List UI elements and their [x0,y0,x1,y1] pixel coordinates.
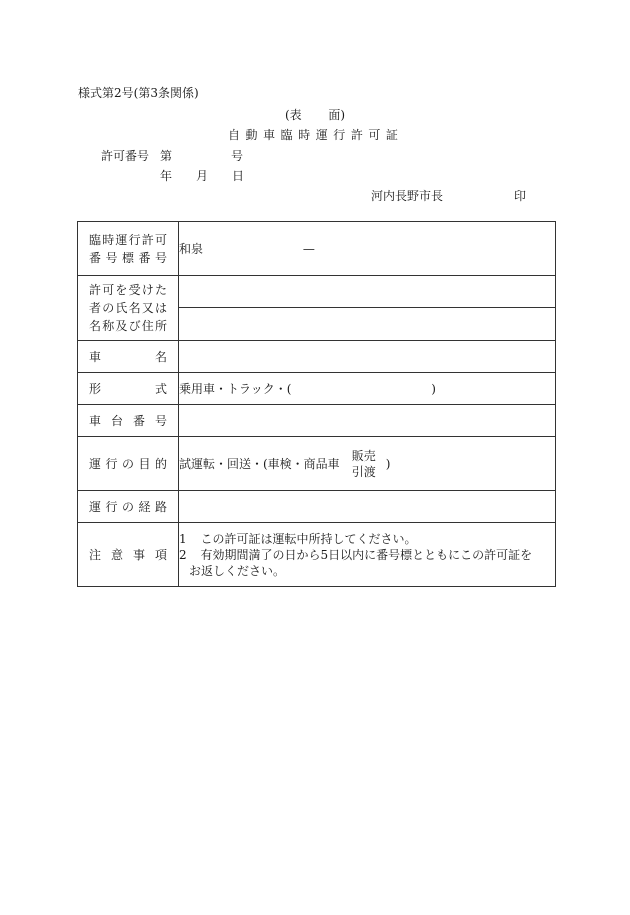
date-year: 年 [160,169,173,183]
note-1 [179,531,555,547]
purpose-label-char: 目 [138,456,151,471]
permittee-label-char: 及 [115,319,128,333]
title-char: 時 [298,128,311,142]
purpose-label-char: 運 [89,456,102,471]
side-indicator [285,106,345,123]
title-char: 臨 [280,128,293,142]
temp-plate-label-char: 許 [141,232,154,247]
row-notes [78,523,556,587]
temp-plate-label-char: 可 [154,232,167,247]
title-char: 運 [315,128,328,142]
purpose-delivery: 引渡 [351,464,376,479]
permittee-label-char: 者 [89,301,102,315]
date-month: 月 [196,169,209,183]
value-temp-plate[interactable] [179,222,556,276]
permittee-label-char: 称 [102,319,115,333]
row-permittee [78,276,556,308]
form-number: 様式第2号(第3条関係) [78,86,199,100]
title-char: 車 [263,128,276,142]
seal-mark: 印 [514,189,527,203]
label-notes [78,523,179,587]
permittee-label-line [89,317,167,335]
note-2-number: 2 [179,547,187,562]
notes-label-char: 項 [154,547,167,562]
title-char: 証 [385,128,398,142]
permittee-label-line [89,299,167,317]
chassis-label-char: 号 [154,413,167,428]
title-char: 行 [333,128,346,142]
temp-plate-label-char: 号 [154,250,167,265]
row-vehicle-type [78,373,556,405]
permit-number-label: 許可番号 [101,149,150,163]
purpose-label-char: 的 [154,456,167,471]
vehicle-type-label-char: 式 [154,381,167,396]
temp-plate-label-char: 運 [115,232,128,247]
vehicle-name-label-char: 車 [89,349,102,364]
note-2 [179,547,555,563]
permittee-label-char: 又 [141,301,154,315]
note-2-text: 有効期間満了の日から5日以内に番号標とともにこの許可証を [200,547,533,562]
permit-form-table [77,221,556,587]
temp-plate-label-char: 番 [138,250,151,265]
notes-label-char: 注 [89,547,102,562]
temp-plate-label-char: 臨 [89,232,102,247]
route-label-char: 行 [105,499,118,514]
label-vehicle-type [78,373,179,405]
row-route [78,491,556,523]
permittee-label-char: 受 [128,283,141,297]
temp-plate-label-char: 時 [102,232,115,247]
plate-area: 和泉 [179,242,204,256]
label-chassis-number [78,405,179,437]
value-route[interactable] [179,491,556,523]
purpose-close: ) [385,456,391,471]
permittee-label-char: 氏 [115,301,128,315]
temp-plate-label-line [89,249,167,267]
permittee-label-char: 名 [128,301,141,315]
label-route [78,491,179,523]
value-vehicle-name[interactable] [179,341,556,373]
notes-label-char: 事 [132,547,145,562]
value-notes [179,523,556,587]
purpose-sale-delivery [352,448,376,480]
route-label-char: 運 [89,499,102,514]
date-day: 日 [232,169,245,183]
vehicle-name-label-char: 名 [154,349,167,364]
route-label-char: 路 [154,499,167,514]
title-char: 自 [228,128,241,142]
document-title [228,126,398,143]
purpose-sale: 販売 [351,448,376,463]
note-1-text: この許可証は運転中所持してください。 [200,531,417,546]
note-1-number: 1 [179,531,187,546]
note-2-continued: お返しください。 [189,563,286,578]
title-char: 動 [245,128,258,142]
chassis-label-char: 台 [110,413,123,428]
permittee-label-char: た [154,283,167,297]
value-vehicle-type[interactable] [179,373,556,405]
side-close: 面) [328,108,345,122]
vehicle-type-close: ) [431,382,436,396]
side-open: (表 [285,108,302,122]
issuer: 河内長野市長 [371,189,444,203]
chassis-label-char: 車 [89,413,102,428]
permittee-label-char: び [128,319,141,333]
permittee-label-char: 所 [154,319,167,333]
temp-plate-label-char: 番 [89,250,102,265]
value-permittee-name[interactable] [179,276,556,308]
temp-plate-label-char: 標 [121,250,134,265]
value-chassis-number[interactable] [179,405,556,437]
permittee-label-line [89,281,167,299]
label-vehicle-name [78,341,179,373]
permit-number-prefix: 第 [160,149,173,163]
purpose-main: 試運転・回送・(車検・商品車 [179,457,340,471]
title-char: 許 [350,128,363,142]
permittee-label-char: 許 [89,283,102,297]
notes-label-char: 意 [110,547,123,562]
permittee-label-char: け [141,283,154,297]
value-purpose[interactable] [179,437,556,491]
temp-plate-label-char: 行 [128,232,141,247]
vehicle-type-options: 乗用車・トラック・( [179,382,292,396]
row-vehicle-name [78,341,556,373]
chassis-label-char: 番 [132,413,145,428]
permittee-label-char: は [154,301,167,315]
row-chassis-number [78,405,556,437]
plate-dash: — [302,242,315,256]
permittee-label-char: 可 [102,283,115,297]
title-char: 可 [368,128,381,142]
permit-number-suffix: 号 [231,149,244,163]
vehicle-type-label-char: 形 [89,381,102,396]
label-purpose [78,437,179,491]
label-permittee [78,276,179,341]
value-permittee-address[interactable] [179,308,556,341]
route-label-char: の [121,499,134,514]
temp-plate-label-char: 号 [105,250,118,265]
purpose-label-char: 行 [105,456,118,471]
temp-plate-label-line [89,231,167,249]
permittee-label-char: 住 [141,319,154,333]
route-label-char: 経 [138,499,151,514]
row-temp-plate [78,222,556,276]
permittee-label-char: 名 [89,319,102,333]
purpose-label-char: の [121,456,134,471]
row-purpose [78,437,556,491]
permittee-label-char: の [102,301,115,315]
permittee-label-char: を [115,283,128,297]
label-temp-plate [78,222,179,276]
